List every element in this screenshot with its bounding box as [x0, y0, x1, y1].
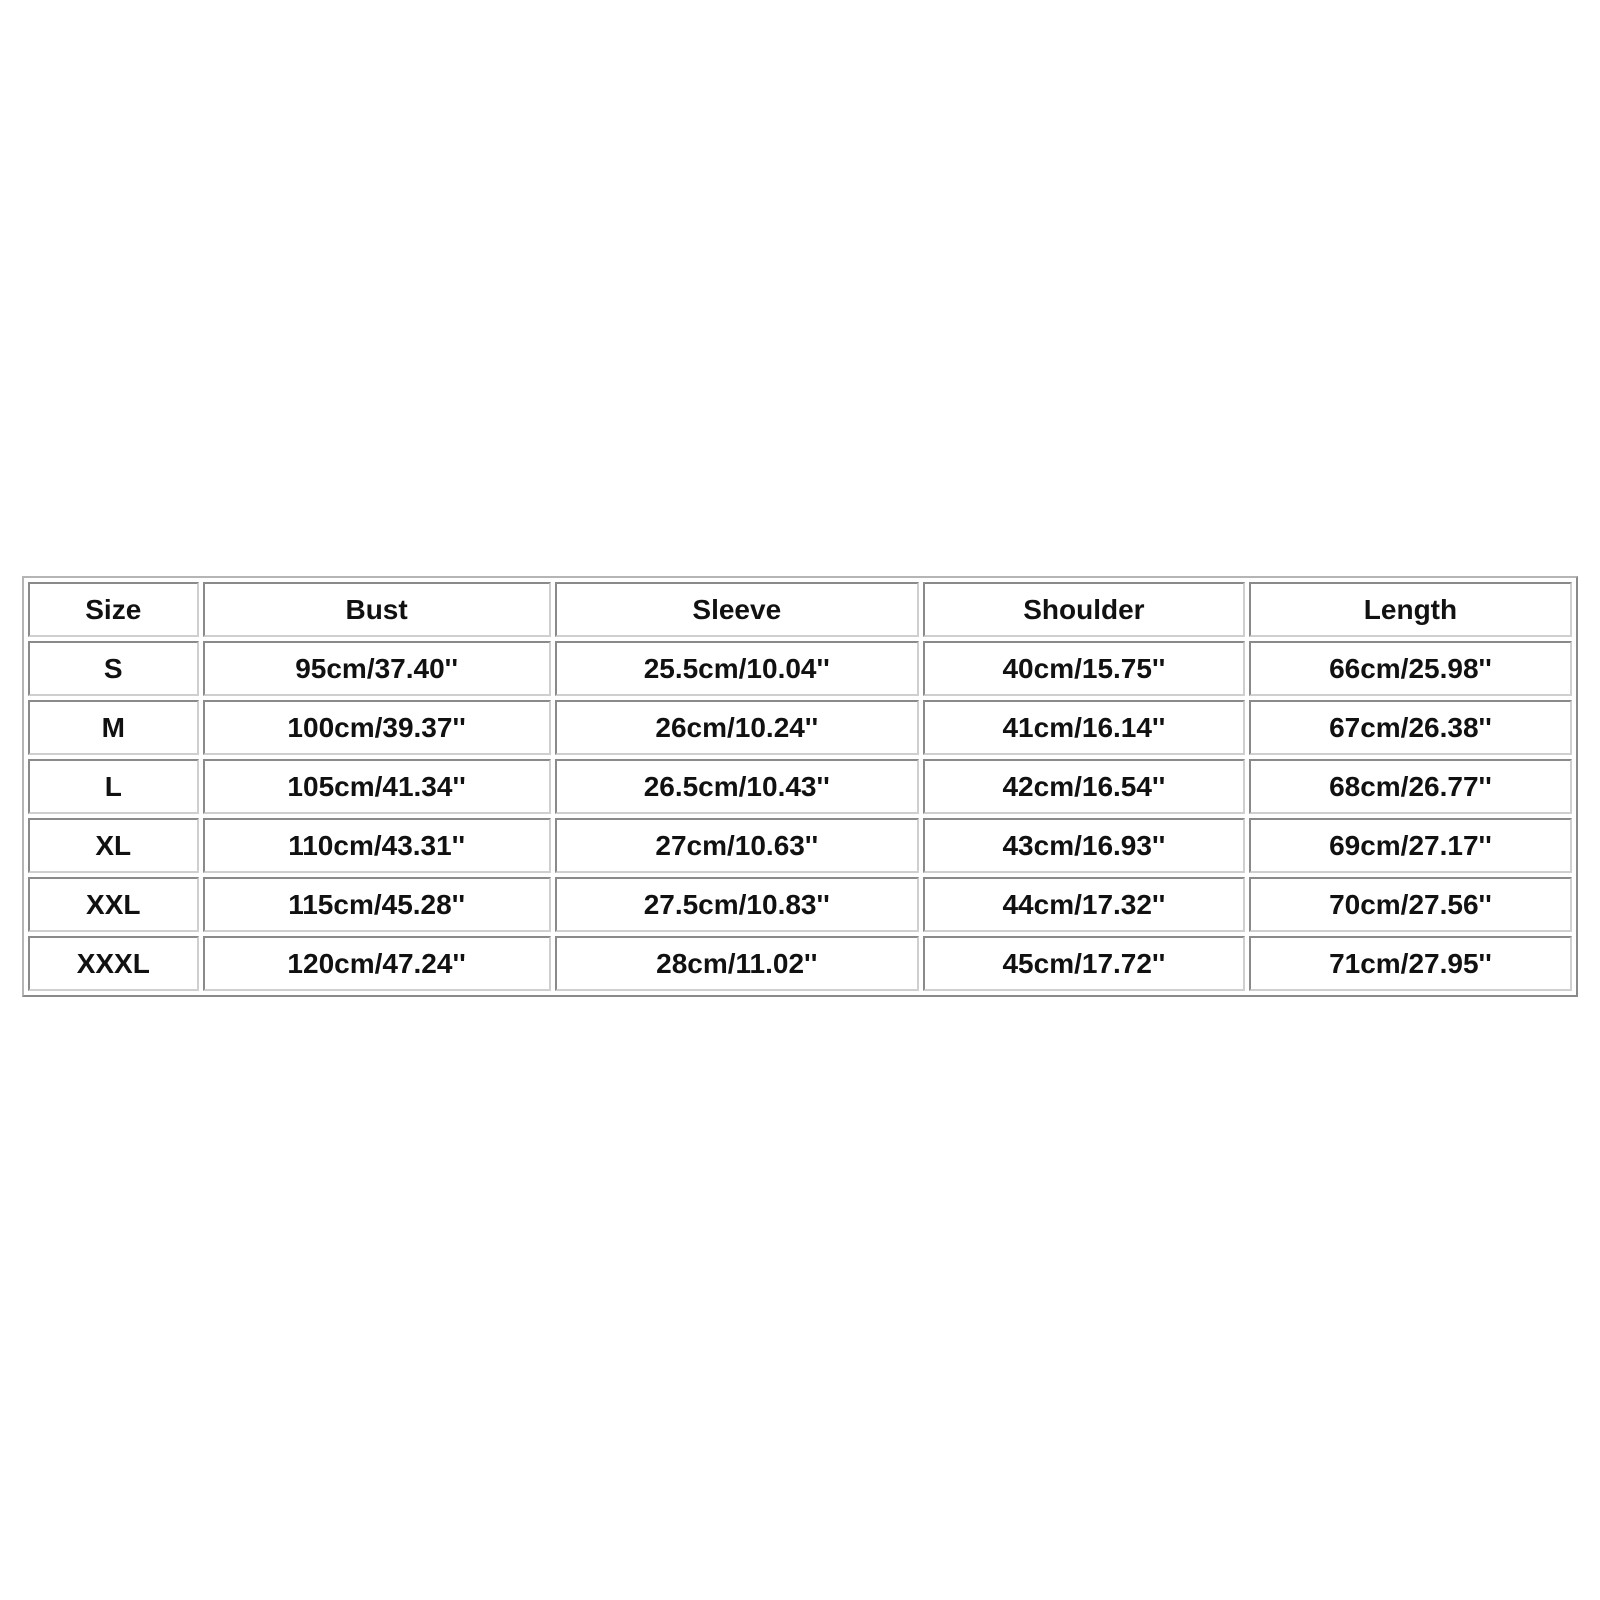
cell-sleeve: 25.5cm/10.04'' — [555, 641, 919, 696]
cell-shoulder: 42cm/16.54'' — [923, 759, 1245, 814]
cell-bust: 115cm/45.28'' — [203, 877, 551, 932]
cell-size: M — [28, 700, 199, 755]
cell-length: 67cm/26.38'' — [1249, 700, 1572, 755]
cell-sleeve: 27.5cm/10.83'' — [555, 877, 919, 932]
header-row — [28, 582, 1572, 637]
header-size: Size — [28, 582, 199, 637]
cell-size: XXL — [28, 877, 199, 932]
table-row — [28, 818, 1572, 873]
cell-bust: 120cm/47.24'' — [203, 936, 551, 991]
table-row — [28, 877, 1572, 932]
header-length: Length — [1249, 582, 1572, 637]
cell-size: XL — [28, 818, 199, 873]
cell-sleeve: 26cm/10.24'' — [555, 700, 919, 755]
cell-bust: 95cm/37.40'' — [203, 641, 551, 696]
table-row — [28, 936, 1572, 991]
cell-bust: 100cm/39.37'' — [203, 700, 551, 755]
cell-size: S — [28, 641, 199, 696]
size-chart-table — [24, 578, 1576, 995]
header-shoulder: Shoulder — [923, 582, 1245, 637]
cell-bust: 105cm/41.34'' — [203, 759, 551, 814]
cell-size: L — [28, 759, 199, 814]
cell-sleeve: 28cm/11.02'' — [555, 936, 919, 991]
table-row — [28, 759, 1572, 814]
cell-length: 66cm/25.98'' — [1249, 641, 1572, 696]
cell-shoulder: 41cm/16.14'' — [923, 700, 1245, 755]
table-row — [28, 700, 1572, 755]
size-chart — [22, 576, 1578, 997]
cell-sleeve: 27cm/10.63'' — [555, 818, 919, 873]
cell-shoulder: 40cm/15.75'' — [923, 641, 1245, 696]
cell-shoulder: 45cm/17.72'' — [923, 936, 1245, 991]
cell-shoulder: 44cm/17.32'' — [923, 877, 1245, 932]
header-bust: Bust — [203, 582, 551, 637]
header-sleeve: Sleeve — [555, 582, 919, 637]
cell-length: 71cm/27.95'' — [1249, 936, 1572, 991]
cell-length: 68cm/26.77'' — [1249, 759, 1572, 814]
cell-bust: 110cm/43.31'' — [203, 818, 551, 873]
cell-size: XXXL — [28, 936, 199, 991]
table-row — [28, 641, 1572, 696]
cell-length: 69cm/27.17'' — [1249, 818, 1572, 873]
cell-length: 70cm/27.56'' — [1249, 877, 1572, 932]
cell-sleeve: 26.5cm/10.43'' — [555, 759, 919, 814]
cell-shoulder: 43cm/16.93'' — [923, 818, 1245, 873]
